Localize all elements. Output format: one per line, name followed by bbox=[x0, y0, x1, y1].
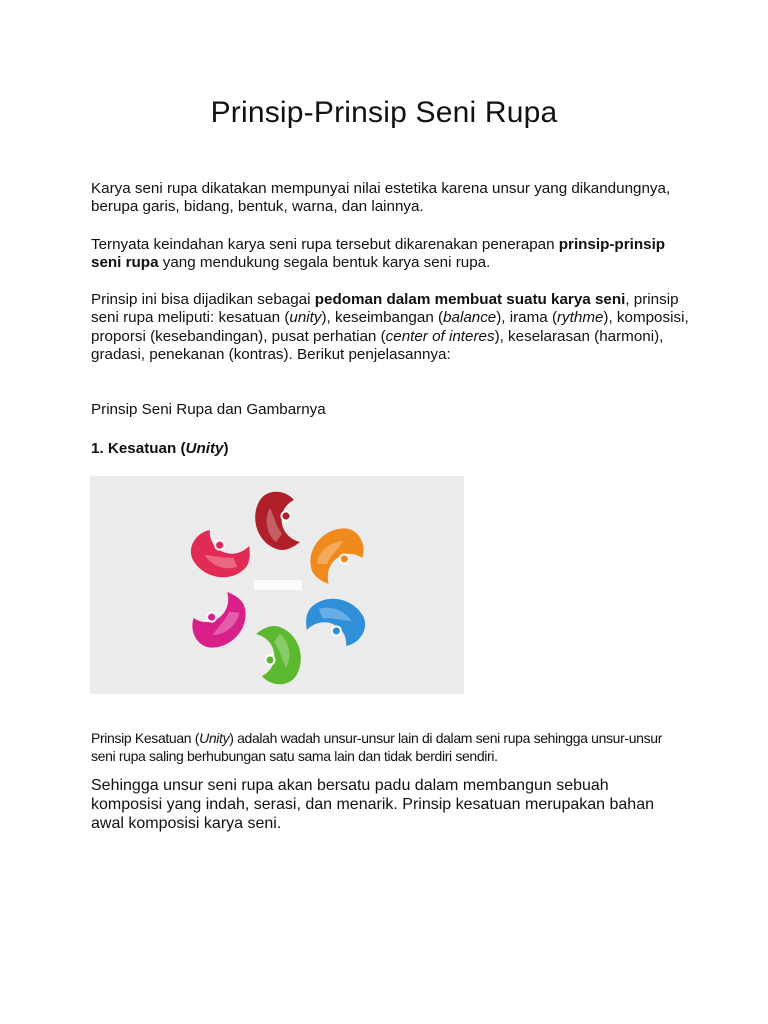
logo-figure-6 bbox=[183, 521, 256, 589]
logo-figure-1 bbox=[255, 492, 300, 550]
text-segment: yang mendukung segala bentuk karya seni rupa. bbox=[158, 254, 491, 272]
text-segment: ), komposisi, proporsi (kesebandingan), pusat perhatian ( bbox=[91, 309, 689, 345]
text-segment: Ternyata keindahan karya seni rupa tersebut dikarenakan penerapan bbox=[91, 236, 559, 253]
italic-segment: balance bbox=[443, 309, 497, 327]
page-title: Prinsip-Prinsip Seni Rupa bbox=[210, 96, 558, 129]
text-segment: 1. Kesatuan ( bbox=[91, 440, 186, 457]
text-segment: Prinsip Kesatuan ( bbox=[91, 730, 200, 746]
text-segment: , prinsip seni rupa meliputi: kesatuan ( bbox=[91, 291, 679, 327]
unity-logo-icon bbox=[90, 476, 464, 694]
unity-heading bbox=[91, 440, 691, 458]
unity-caption bbox=[91, 730, 666, 765]
text-segment: ), irama ( bbox=[496, 309, 557, 327]
italic-segment: Unity bbox=[199, 730, 230, 746]
italic-segment: Unity bbox=[185, 440, 224, 457]
logo-figure-5 bbox=[184, 588, 257, 656]
watermark-icon bbox=[254, 580, 302, 590]
guideline-paragraph bbox=[91, 291, 691, 365]
bold-segment: pedoman dalam membuat suatu karya seni bbox=[314, 291, 626, 308]
italic-segment: unity bbox=[289, 309, 322, 327]
logo-figure-2 bbox=[300, 520, 373, 588]
text-segment: Prinsip ini bisa dijadikan sebagai bbox=[91, 291, 315, 308]
text-segment: ), keselarasan (harmoni), gradasi, penekanan (kontras). Berikut penjelasannya: bbox=[91, 327, 664, 364]
unity-figure bbox=[90, 476, 464, 694]
closing-paragraph: Sehingga unsur seni rupa akan bersatu padu dalam membangun sebuah komposisi yang indah, serasi, dan menarik. Prinsip kesatuan merupakan bahan awal komposisi karya seni. bbox=[91, 777, 654, 832]
principles-paragraph bbox=[91, 236, 691, 273]
logo-figure-4 bbox=[256, 626, 301, 684]
intro-paragraph: Karya seni rupa dikatakan mempunyai nilai estetika karena unsur yang dikandungnya, berupa garis, bidang, bentuk, warna, dan lainnya. bbox=[91, 180, 671, 216]
bold-segment: prinsip-prinsip seni rupa bbox=[91, 236, 666, 272]
text-segment: ), keseimbangan ( bbox=[321, 309, 444, 327]
logo-figure-3 bbox=[300, 587, 373, 655]
italic-segment: rythme bbox=[557, 309, 604, 327]
section-subheading: Prinsip Seni Rupa dan Gambarnya bbox=[91, 401, 326, 418]
text-segment: ) adalah wadah unsur-unsur lain di dalam seni rupa sehingga unsur-unsur seni rupa saling berhubungan satu sama lain dan tidak berdiri sendiri. bbox=[91, 730, 663, 764]
italic-segment: center of interes bbox=[385, 327, 495, 345]
text-segment: ) bbox=[223, 440, 229, 457]
